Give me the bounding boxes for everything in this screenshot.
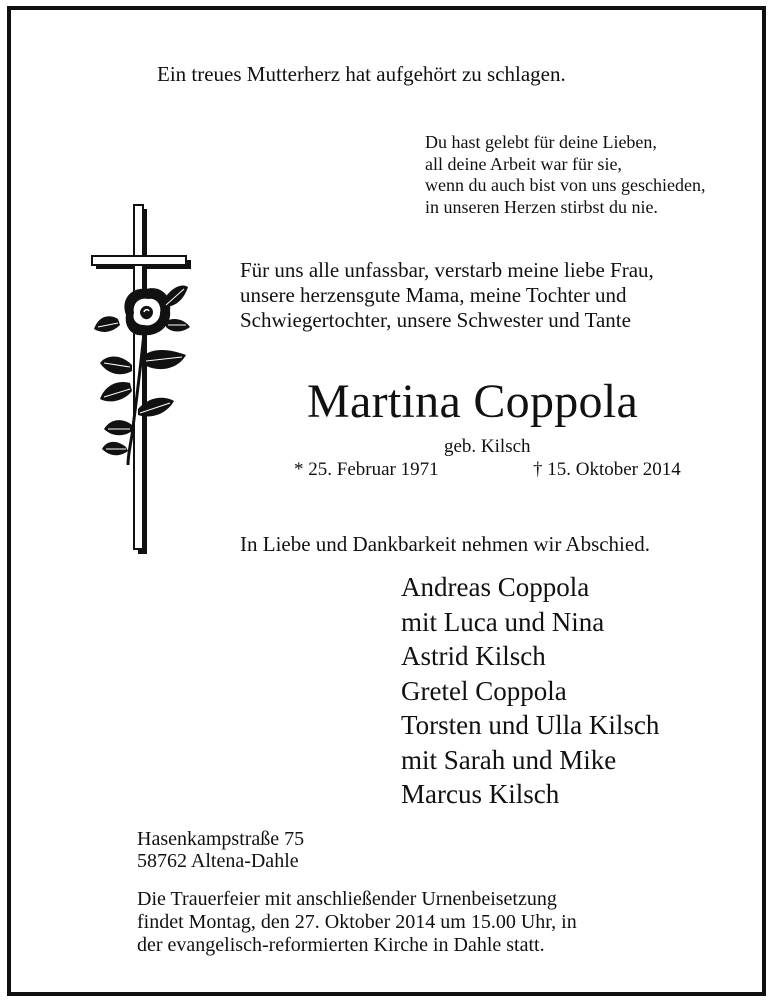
poem-line: wenn du auch bist von uns geschieden,	[425, 175, 706, 195]
mourner-name: Marcus Kilsch	[401, 779, 560, 809]
death-date: † 15. Oktober 2014	[533, 459, 681, 480]
poem-line: all deine Arbeit war für sie,	[425, 153, 622, 174]
announcement-line: Schwiegertochter, unsere Schwester und Tante	[240, 308, 631, 332]
funeral-line: Die Trauerfeier mit anschließender Urnenbeisetzung	[137, 888, 557, 910]
poem	[425, 132, 705, 218]
poem-line: in unseren Herzen stirbst du nie.	[425, 196, 658, 217]
funeral-line: der evangelisch-reformierten Kirche in Dahle statt.	[137, 934, 545, 956]
funeral-line: findet Montag, den 27. Oktober 2014 um 15.00 Uhr, in	[137, 911, 577, 933]
cross-joint	[135, 257, 142, 264]
rose-bloom	[124, 288, 170, 335]
birth-date: * 25. Februar 1971	[294, 459, 439, 480]
address-line: 58762 Altena-Dahle	[137, 850, 299, 872]
announcement-line: unsere herzensgute Mama, meine Tochter und	[240, 283, 627, 307]
mourners-list	[401, 570, 659, 812]
closing-line: In Liebe und Dankbarkeit nehmen wir Abschied.	[240, 532, 650, 556]
mourner-name: Gretel Coppola	[401, 675, 567, 706]
poem-line: Du hast gelebt für deine Lieben,	[425, 132, 657, 152]
deceased-name: Martina Coppola	[307, 375, 639, 428]
mourner-name: Astrid Kilsch	[401, 641, 546, 671]
mourner-name: Torsten und Ulla Kilsch	[401, 710, 660, 740]
family-address	[137, 828, 304, 872]
mourner-name: mit Sarah und Mike	[401, 744, 617, 775]
mourner-name: Andreas Coppola	[401, 572, 590, 602]
funeral-notice	[137, 888, 577, 957]
intro-line: Ein treues Mutterherz hat aufgehört zu schlagen.	[157, 62, 566, 86]
announcement	[240, 258, 654, 333]
announcement-line: Für uns alle unfassbar, verstarb meine liebe Frau,	[240, 258, 654, 282]
address-line: Hasenkampstraße 75	[137, 828, 305, 850]
mourner-name: mit Luca und Nina	[401, 606, 605, 637]
maiden-name: geb. Kilsch	[444, 436, 531, 457]
cross-with-rose-icon	[86, 203, 192, 555]
